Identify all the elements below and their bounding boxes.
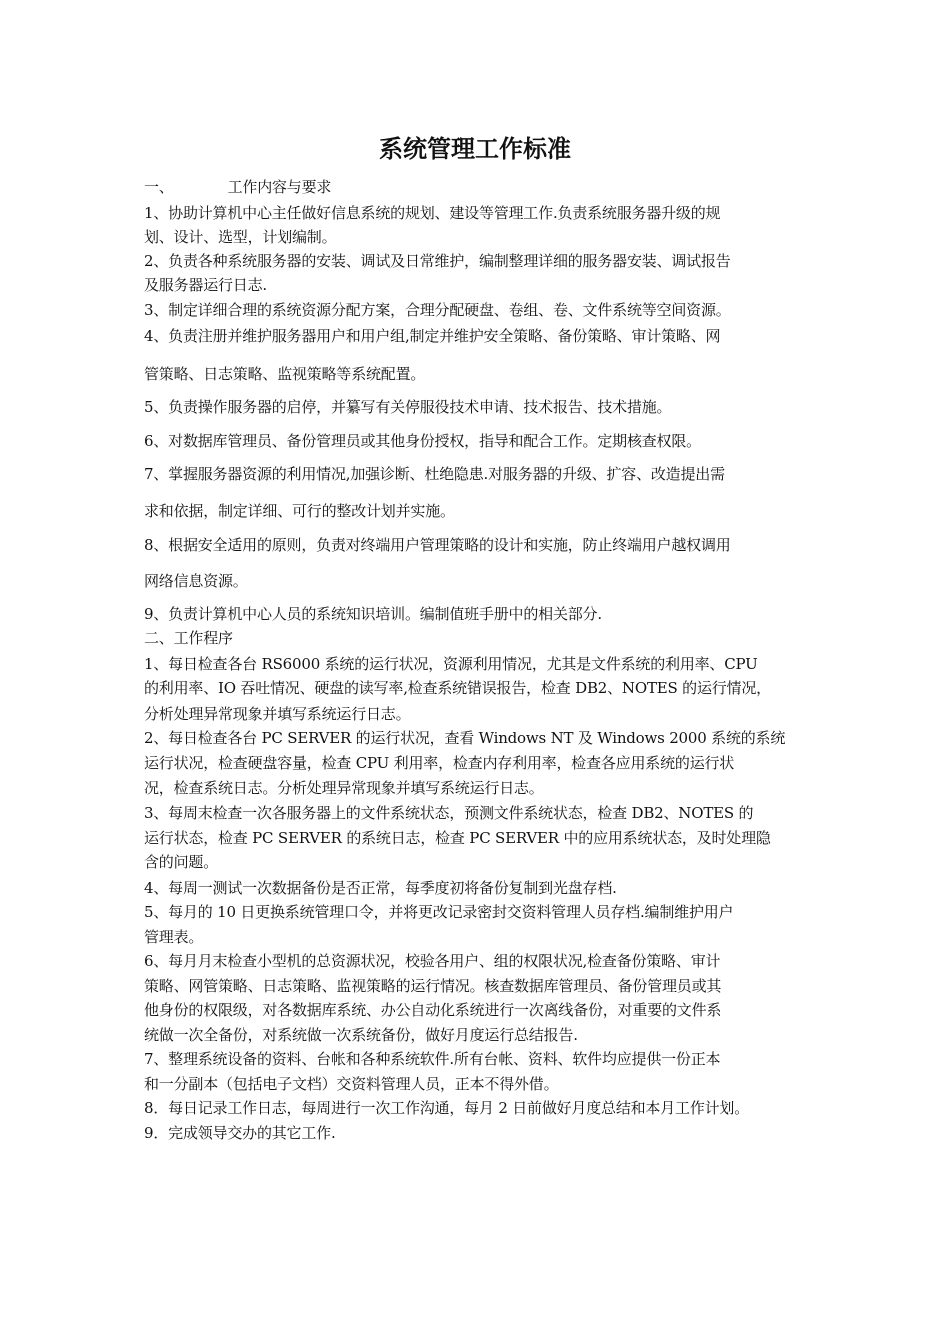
text-line: 3、制定详细合理的系统资源分配方案，合理分配硬盘、卷组、卷、文件系统等空间资源。 <box>144 301 731 319</box>
text-line: 策略、网管策略、日志策略、监视策略的运行情况。核查数据库管理员、备份管理员或其 <box>144 977 722 995</box>
text-line: 8、根据安全适用的原则，负责对终端用户管理策略的设计和实施，防止终端用户越权调用 <box>144 536 731 554</box>
text-line: 4、负责注册并维护服务器用户和用户组,制定并维护安全策略、备份策略、审计策略、网 <box>144 327 721 345</box>
text-line: 求和依据，制定详细、可行的整改计划并实施。 <box>144 502 455 520</box>
text-line: 5、每月的 10 日更换系统管理口令，并将更改记录密封交资料管理人员存档.编制维护用户 <box>144 903 734 921</box>
text-line: 管理表。 <box>144 928 204 946</box>
text-line: 5、负责操作服务器的启停，并纂写有关停服役技术申请、技术报告、技术措施。 <box>144 398 672 416</box>
section-heading: 二、工作程序 <box>144 629 233 647</box>
text-line: 含的问题。 <box>144 853 219 871</box>
text-line: 网络信息资源。 <box>144 572 248 590</box>
section-number: 一、 <box>144 178 174 196</box>
text-line: 2、负责各种系统服务器的安装、调试及日常维护，编制整理详细的服务器安装、调试报告 <box>144 252 731 270</box>
document-title: 系统管理工作标准 <box>379 134 571 163</box>
text-line: 和一分副本（包括电子文档）交资料管理人员，正本不得外借。 <box>144 1075 559 1093</box>
text-line: 3、每周末检查一次各服务器上的文件系统状态，预测文件系统状态，检查 DB2、NOTES 的 <box>144 804 754 822</box>
text-line: 6、每月月末检查小型机的总资源状况，校验各用户、组的权限状况,检查备份策略、审计 <box>144 952 721 970</box>
text-line: 的利用率、IO 吞吐情况、硬盘的读写率,检查系统错误报告，检查 DB2、NOTES 的运行情况， <box>144 679 771 697</box>
text-line: 8．每日记录工作日志，每周进行一次工作沟通，每月 2 日前做好月度总结和本月工作计划。 <box>144 1099 750 1117</box>
text-line: 1、协助计算机中心主任做好信息系统的规划、建设等管理工作.负责系统服务器升级的规 <box>144 204 721 222</box>
text-line: 运行状况，检查硬盘容量，检查 CPU 利用率，检查内存利用率，检查各应用系统的运行状 <box>144 754 735 772</box>
text-line: 2、每日检查各台 PC SERVER 的运行状况，查看 Windows NT 及 Windows 2000 系统的系统 <box>144 729 786 747</box>
text-line: 1、每日检查各台 RS6000 系统的运行状况，资源利用情况，尤其是文件系统的利用率、CPU <box>144 655 758 673</box>
text-line: 及服务器运行日志. <box>144 276 267 294</box>
text-line: 统做一次全备份，对系统做一次系统备份，做好月度运行总结报告. <box>144 1026 578 1044</box>
text-line: 7、整理系统设备的资料、台帐和各种系统软件.所有台帐、资料、软件均应提供一份正本 <box>144 1050 721 1068</box>
text-line: 9、负责计算机中心人员的系统知识培训。编制值班手册中的相关部分. <box>144 605 602 623</box>
section-title: 工作内容与要求 <box>227 178 332 196</box>
text-line: 7、掌握服务器资源的利用情况,加强诊断、杜绝隐患.对服务器的升级、扩容、改造提出需 <box>144 465 725 483</box>
text-line: 运行状态，检查 PC SERVER 的系统日志，检查 PC SERVER 中的应用系统状态，及时处理隐 <box>144 829 771 847</box>
text-line: 划、设计、选型，计划编制。 <box>144 228 337 246</box>
text-line: 9．完成领导交办的其它工作. <box>144 1124 336 1142</box>
section-heading <box>144 176 824 198</box>
text-line: 分析处理异常现象并填写系统运行日志。 <box>144 705 411 723</box>
text-line: 况，检查系统日志。分析处理异常现象并填写系统运行日志。 <box>144 779 544 797</box>
text-line: 他身份的权限级，对各数据库系统、办公自动化系统进行一次离线备份，对重要的文件系 <box>144 1001 722 1019</box>
text-line: 管策略、日志策略、监视策略等系统配置。 <box>144 365 426 383</box>
text-line: 6、对数据库管理员、备份管理员或其他身份授权，指导和配合工作。定期核查权限。 <box>144 432 701 450</box>
text-line: 4、每周一测试一次数据备份是否正常，每季度初将备份复制到光盘存档. <box>144 879 617 897</box>
